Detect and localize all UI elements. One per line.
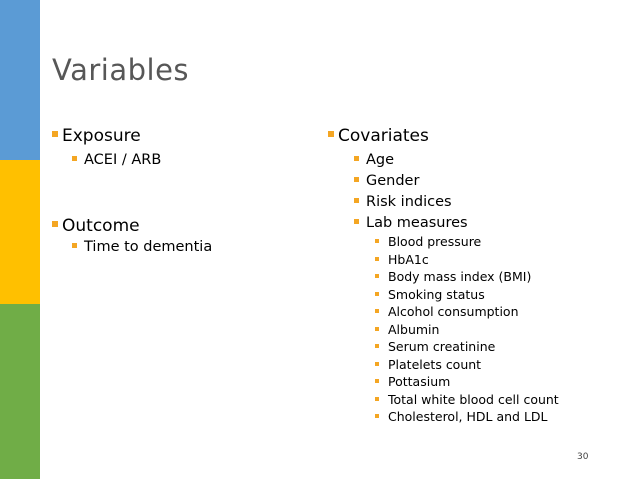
bullet-square-icon [375, 239, 379, 243]
bullet-square-icon [375, 379, 379, 383]
bullet-covariates: Covariates [328, 128, 429, 145]
accent-stripe-yellow [0, 160, 40, 304]
bullet-square-icon [52, 221, 58, 227]
accent-stripe-green [0, 304, 40, 479]
accent-stripe-blue [0, 0, 40, 160]
bullet-square-icon [375, 344, 379, 348]
bullet-square-icon [354, 219, 359, 224]
bullet-lab-measure: Cholesterol, HDL and LDL [375, 411, 548, 424]
bullet-exposure: Exposure [52, 128, 141, 145]
bullet-square-icon [52, 131, 58, 137]
bullet-square-icon [354, 177, 359, 182]
bullet-lab-measure: Smoking status [375, 289, 485, 302]
bullet-square-icon [375, 309, 379, 313]
bullet-covariate-item: Age [354, 153, 394, 168]
bullet-square-icon [375, 397, 379, 401]
bullet-lab-measure: Blood pressure [375, 236, 481, 249]
bullet-square-icon [375, 327, 379, 331]
bullet-outcome-item: Time to dementia [72, 240, 212, 255]
bullet-lab-measure: Serum creatinine [375, 341, 495, 354]
bullet-square-icon [354, 156, 359, 161]
bullet-square-icon [354, 198, 359, 203]
bullet-lab-measure: Pottasium [375, 376, 450, 389]
bullet-square-icon [375, 414, 379, 418]
bullet-square-icon [328, 131, 334, 137]
bullet-covariate-item: Risk indices [354, 195, 452, 210]
bullet-lab-measure: Alcohol consumption [375, 306, 519, 319]
bullet-lab-measure: Body mass index (BMI) [375, 271, 531, 284]
bullet-square-icon [375, 292, 379, 296]
page-number: 30 [577, 452, 589, 462]
bullet-covariate-item: Lab measures [354, 216, 468, 231]
bullet-square-icon [72, 243, 77, 248]
slide-title: Variables [52, 53, 190, 87]
bullet-exposure-item: ACEI / ARB [72, 153, 161, 168]
bullet-lab-measure: HbA1c [375, 254, 429, 267]
bullet-square-icon [72, 156, 77, 161]
bullet-covariate-item: Gender [354, 174, 419, 189]
bullet-lab-measure: Platelets count [375, 359, 481, 372]
bullet-outcome: Outcome [52, 218, 140, 235]
bullet-lab-measure: Albumin [375, 324, 439, 337]
bullet-lab-measure: Total white blood cell count [375, 394, 559, 407]
bullet-square-icon [375, 274, 379, 278]
bullet-square-icon [375, 362, 379, 366]
bullet-square-icon [375, 257, 379, 261]
